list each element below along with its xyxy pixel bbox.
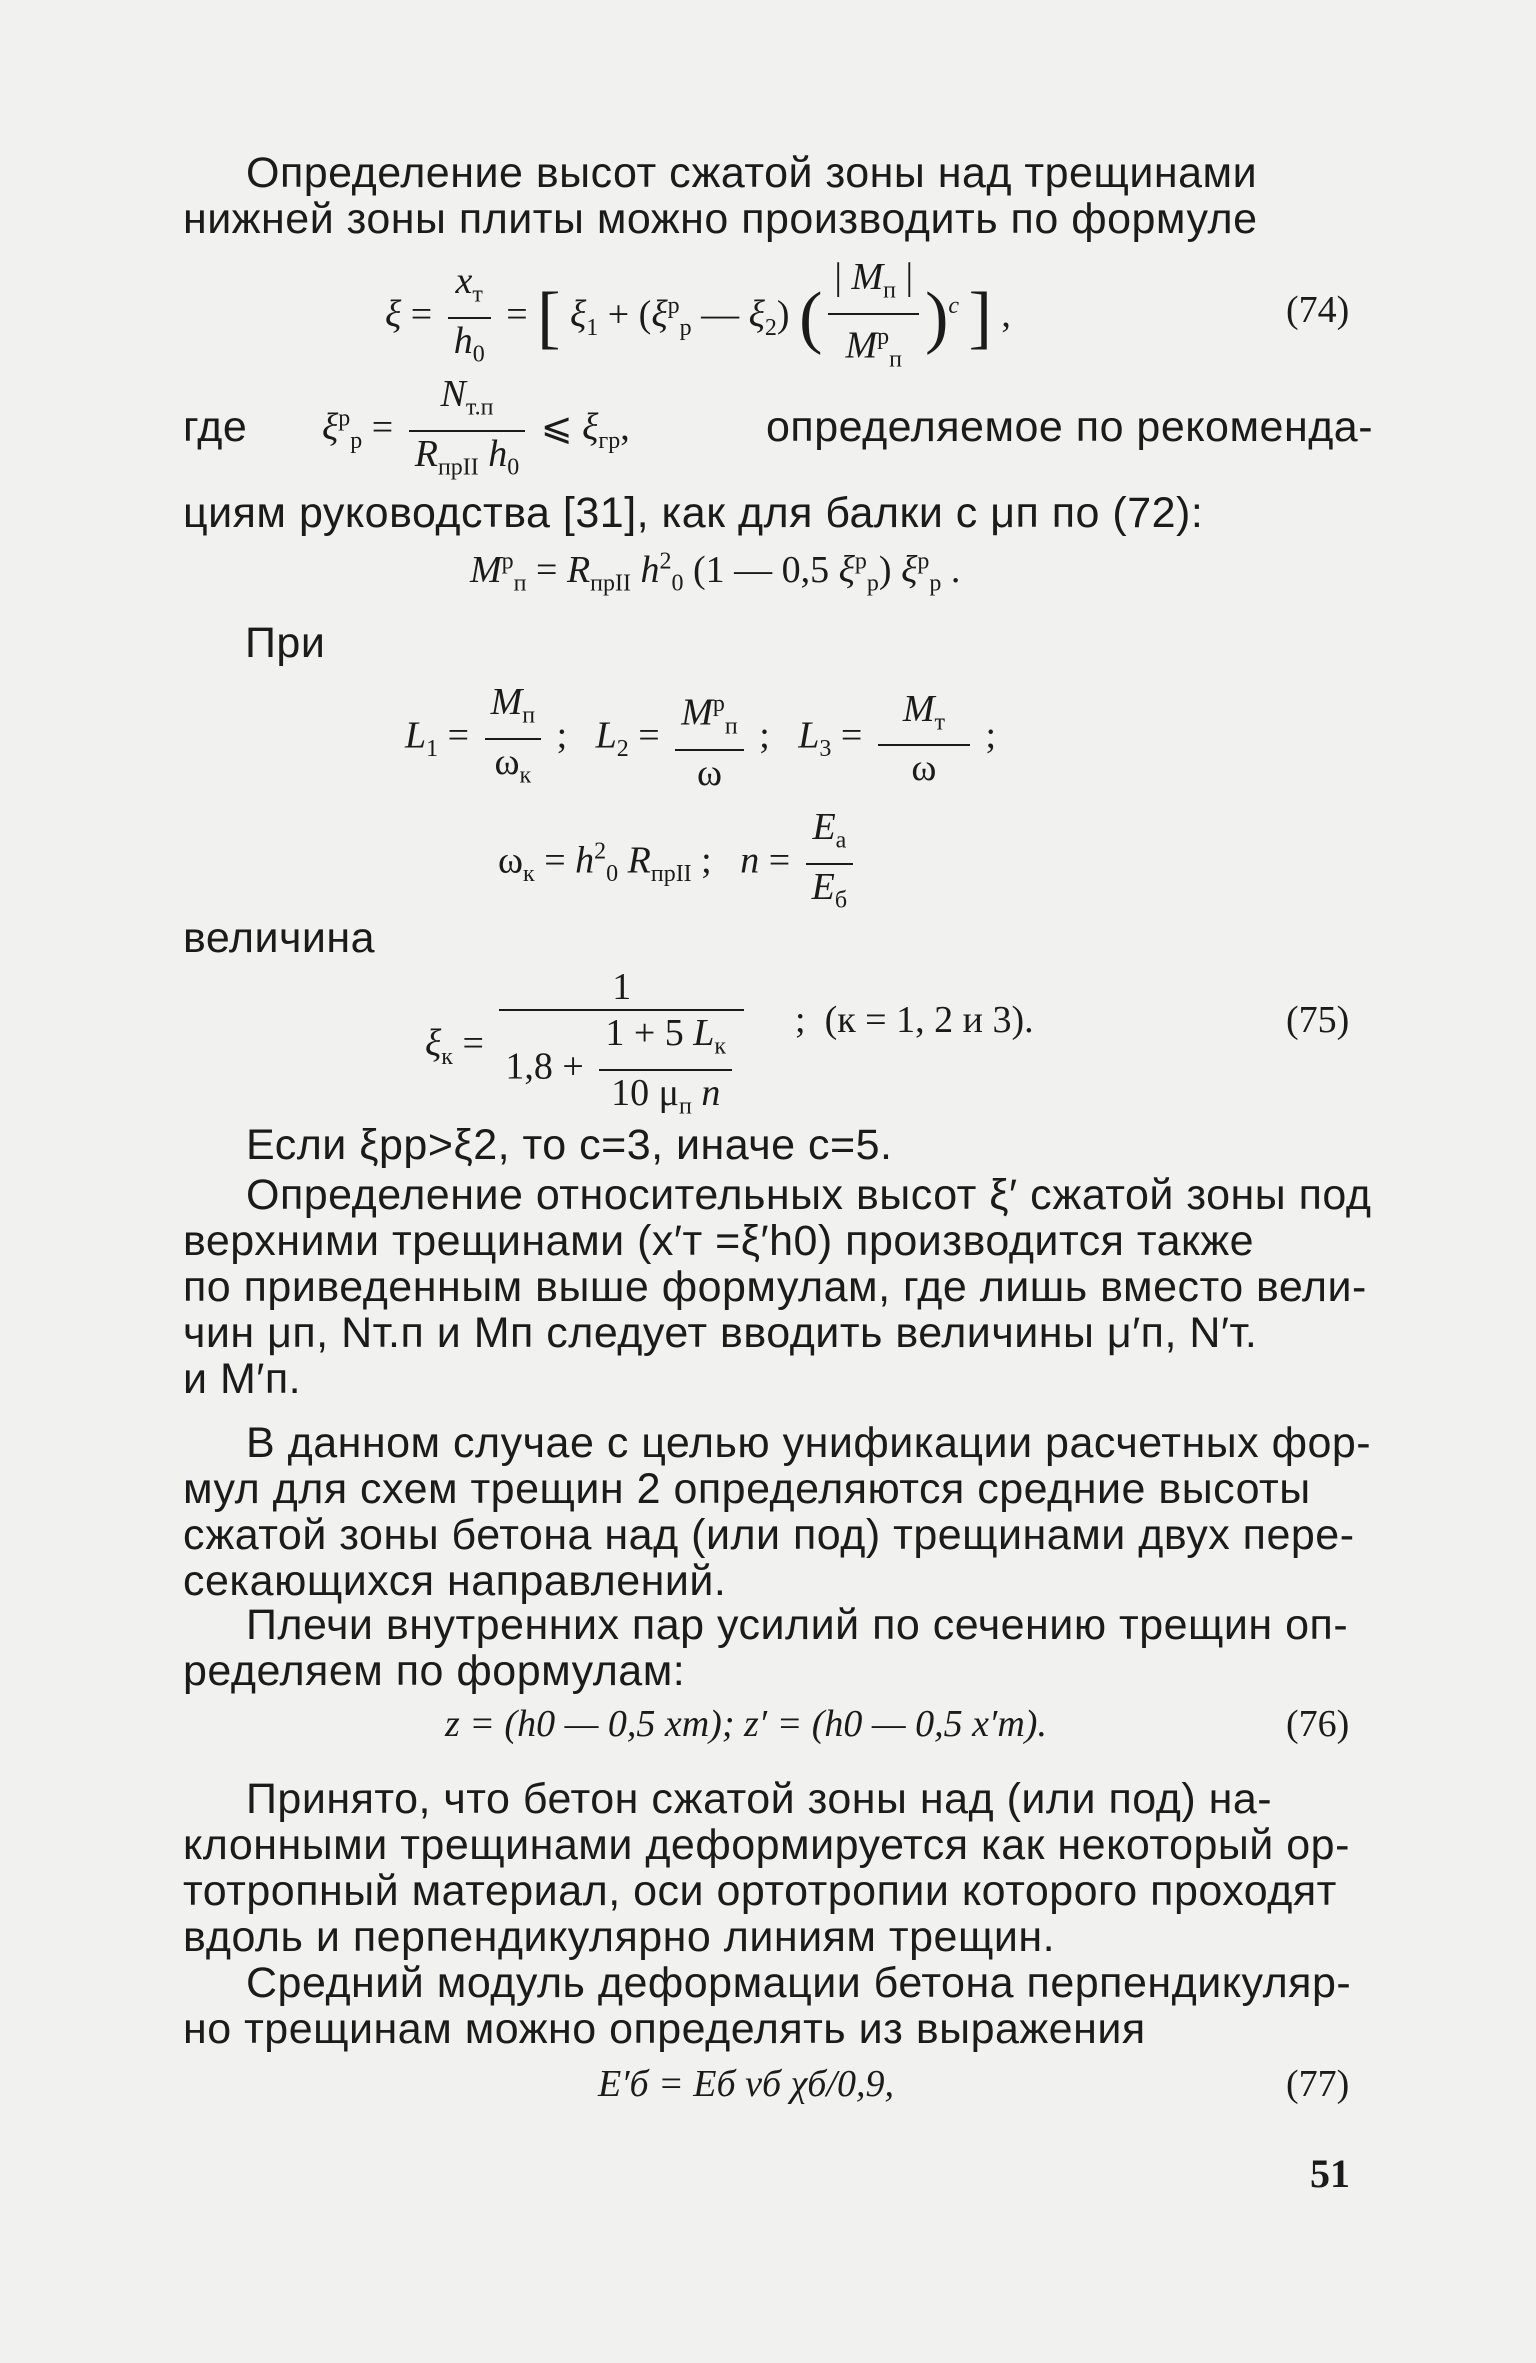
paragraph-where <box>183 490 1353 536</box>
equation-number-77: (77) <box>1286 2063 1350 2105</box>
equation-l-values: $L_1$ = $\frac{M_п}{\omega_к}$ ; $L_2$ = $\frac{M^р_п}{\omega}$ ; $L_3$ = $\frac{M_т}{\omega}$ ; <box>405 681 997 794</box>
velichina-label: величина <box>183 914 376 962</box>
paragraph-arms <box>183 1602 1353 1694</box>
text-line: тотропный материал, оси ортотропии которого проходят <box>183 1867 1337 1915</box>
text-line: вдоль и перпендикулярно линиям трещин. <box>183 1913 1056 1961</box>
text-line: но трещинам можно определять из выражения <box>183 2005 1146 2053</box>
equation-number-75: (75) <box>1286 999 1350 1041</box>
equation-number-76: (76) <box>1286 1703 1350 1745</box>
text-line: по приведенным выше формулам, где лишь вместо вели- <box>183 1263 1367 1311</box>
text-line: верхними трещинами (x′т =ξ′h0) производится также <box>183 1217 1255 1265</box>
paragraph-intro <box>183 150 1353 242</box>
equation-xi-rp: $\xi^р_р$ = $\frac{N_{т.п}}{R_{прII} h_0}$ ⩽ $\xi_{гр}$, <box>322 373 630 481</box>
equation-omega-n: $\omega_к = h^2_0$ $R_{прII}$ ; n = $\frac{E_а}{E_б}$ <box>498 805 859 922</box>
equation-m-rp: $M^р_п = R_{прII}$ $h^2_0$ (1 — 0,5 $\xi^р_р$) $\xi^р_р$ . <box>470 548 961 597</box>
equation-condition: (к = 1, 2 и 3). <box>824 999 1034 1041</box>
text-line: клонными трещинами деформируется как некоторый ор- <box>183 1821 1350 1869</box>
text-line: определяемое по рекоменда- <box>766 403 1374 451</box>
text-line: чин μп, Nт.п и Mп следует вводить величины μ′п, N′т. <box>183 1309 1258 1357</box>
pri-label: При <box>245 619 326 667</box>
equation-74: ξ = $\frac{x_т}{h_0}$ = [ $\xi_1 + (\xi^р_р$ — $\xi_2$) ( $\frac{| M_п |}{M^р_п}$ )$^c$ ] , <box>385 256 1011 372</box>
text-line: секающихся направлений. <box>183 1557 727 1605</box>
text-line: циям руководства [31], как для балки с μп по (72): <box>183 489 1204 537</box>
text-line: Принято, что бетон сжатой зоны над (или под) на- <box>246 1775 1273 1823</box>
text-line: сжатой зоны бетона над (или под) трещинами двух пере- <box>183 1511 1355 1559</box>
text-line: ределяем по формулам: <box>183 1647 686 1695</box>
text-line: Определение высот сжатой зоны над трещинами <box>246 149 1258 197</box>
paragraph-if <box>183 1122 1353 1168</box>
text-line: мул для схем трещин 2 определяются средние высоты <box>183 1465 1311 1513</box>
text-line: Плечи внутренних пар усилий по сечению трещин оп- <box>246 1601 1349 1649</box>
equation-75-condition: ; (к = 1, 2 и 3). <box>795 999 1034 1041</box>
text-line: и M′п. <box>183 1355 302 1403</box>
paragraph-relative-heights <box>183 1171 1372 1403</box>
equation-77: E′б = Eб νб χб/0,9, <box>598 2063 894 2105</box>
equation-75: $\xi_к$ = 1 1,8 + $\frac{1 + 5 L_к}{10 \mu_п n}$ <box>425 965 750 1128</box>
text-line: нижней зоны плиты можно производить по формуле <box>183 195 1258 243</box>
text-line: В данном случае с целью унификации расчетных фор- <box>246 1419 1372 1467</box>
where-label: где <box>183 403 248 451</box>
equation-number-74: (74) <box>1286 289 1350 331</box>
text-line: Если ξрр>ξ2, то c=3, иначе c=5. <box>246 1121 893 1169</box>
text-line: Определение относительных высот ξ′ сжатой зоны под <box>246 1171 1372 1219</box>
equation-76: z = (h0 — 0,5 xт); z′ = (h0 — 0,5 x′т). <box>445 1703 1047 1745</box>
paragraph-unification <box>183 1419 1372 1605</box>
page-number: 51 <box>1310 2151 1350 2196</box>
text-line: Средний модуль деформации бетона перпендикуляр- <box>246 1959 1352 2007</box>
paragraph-orthotropic <box>183 1776 1353 1960</box>
paragraph-modulus <box>183 1960 1353 2052</box>
